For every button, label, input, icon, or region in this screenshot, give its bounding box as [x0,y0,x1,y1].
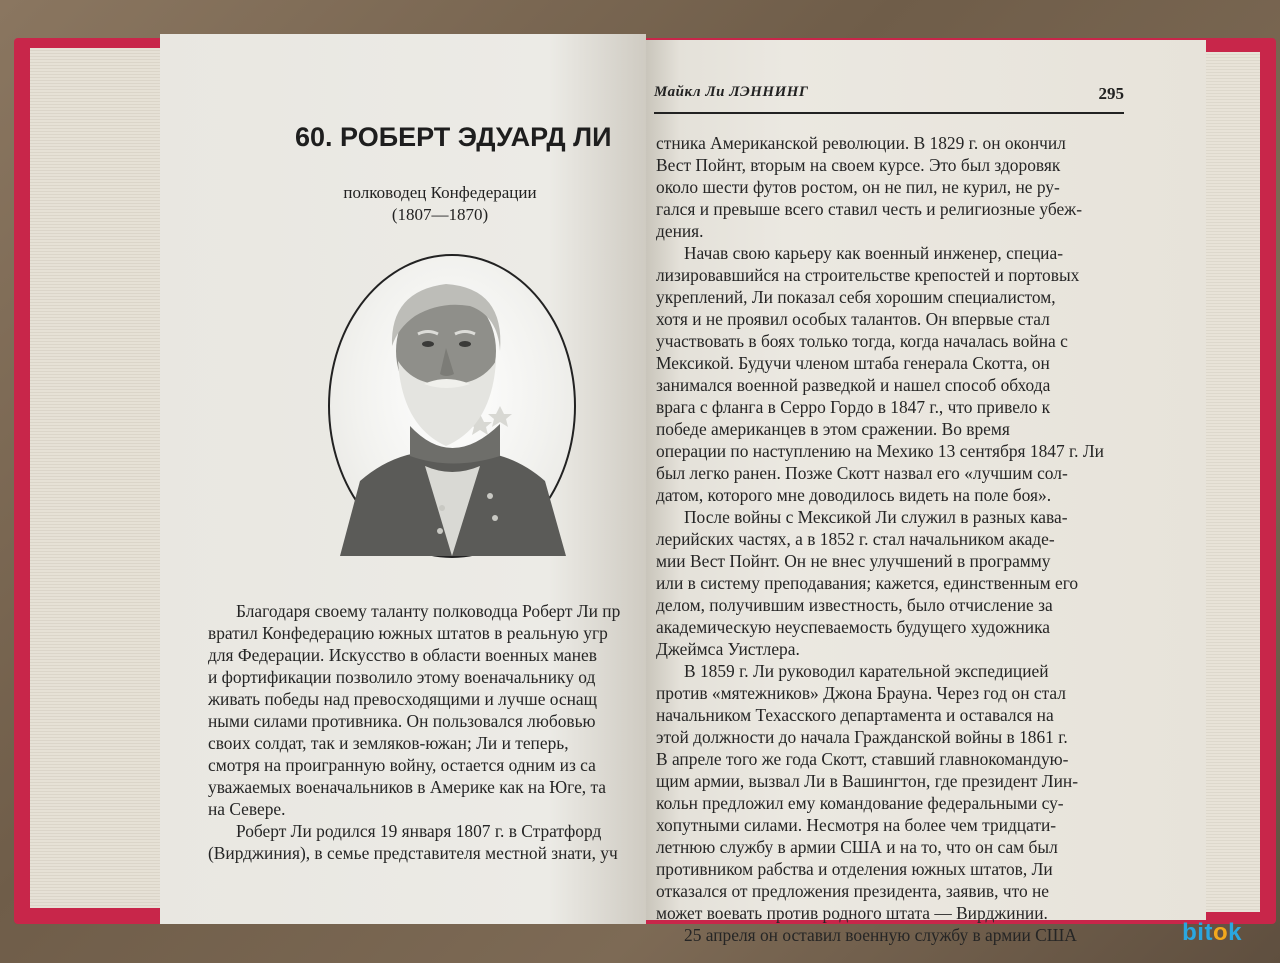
text-line: Благодаря своему таланту полководца Роберт Ли пр [236,601,621,621]
text-line: Вест Пойнт, вторым на своем курсе. Это был здоровяк [656,155,1061,175]
text-line: датом, которого мне доводилось видеть на поле боя». [656,485,1052,505]
watermark-text-end: k [1228,919,1242,946]
text-line: 25 апреля он оставил военную службу в армии США [684,925,1077,945]
text-line: кольн предложил ему командование федеральными су- [656,793,1064,813]
right-body-text [656,132,1131,946]
left-page [160,34,646,924]
text-line: щим армии, вызвал Ли в Вашингтон, где президент Лин- [656,771,1079,791]
running-head-author: Майкл Ли ЛЭННИНГ [654,84,809,100]
text-line: Мексикой. Будучи членом штаба генерала Скотта, он [656,353,1050,373]
text-line: и фортификации позволило этому военачальнику од [208,667,596,687]
text-line: Начав свою карьеру как военный инженер, специа- [684,243,1063,263]
watermark-text-o: o [1212,919,1229,946]
text-line: вратил Конфедерацию южных штатов в реальную угр [208,623,608,643]
text-line: отказался от предложения президента, заявив, что не [656,881,1050,901]
text-line: или в систему преподавания; кажется, единственным его [656,573,1079,593]
text-line: начальником Техасского департамента и оставался на [656,705,1054,725]
chapter-subtitle [320,182,560,226]
text-line: дения. [656,221,704,241]
page-stack-left [30,48,170,908]
text-line: может воевать против родного штата — Вирджинии. [656,903,1048,923]
text-line: летнюю службу в армии США и на то, что он сам был [656,837,1058,857]
text-line: против «мятежников» Джона Брауна. Через год он стал [656,683,1066,703]
text-line: победе американцев в этом сражении. Во время [656,419,1010,439]
text-line: Джеймса Уистлера. [656,639,800,659]
subtitle-role: полководец Конфедерации [343,183,537,202]
text-line: был легко ранен. Позже Скотт назвал его «лучшим сол- [656,463,1068,483]
portrait-image [328,254,576,558]
text-line: делом, получившим известность, было отчисление за [656,595,1053,615]
text-line: академическую неуспеваемость будущего художника [656,617,1050,637]
chapter-title: 60. РОБЕРТ ЭДУАРД ЛИ [295,122,612,152]
watermark-logo [1182,919,1242,947]
text-line: стника Американской революции. В 1829 г. он окончил [656,133,1066,153]
text-line: противником рабства и отделения южных штатов, Ли [656,859,1053,879]
text-line: В 1859 г. Ли руководил карательной экспедицией [684,661,1049,681]
text-line: хопутными силами. Несмотря на более чем тридцати- [656,815,1057,835]
text-line: укреплений, Ли показал себя хорошим специалистом, [656,287,1056,307]
text-line: хотя и не проявил особых талантов. Он впервые стал [656,309,1050,329]
text-line: живать победы над превосходящими и лучше оснащ [208,689,598,709]
text-line: занимался военной разведкой и нашел способ обхода [656,375,1051,395]
text-line: своих солдат, так и земляков-южан; Ли и теперь, [208,733,569,753]
text-line: лерийских частях, а в 1852 г. стал начальником акаде- [656,529,1055,549]
text-line: этой должности до начала Гражданской войны в 1861 г. [656,727,1068,747]
subtitle-years: (1807—1870) [391,205,489,224]
text-line: участвовать в боях только тогда, когда началась война с [656,331,1068,351]
text-line: После войны с Мексикой Ли служил в разных кава- [684,507,1068,527]
text-line: (Вирджиния), в семье представителя местной знати, уч [208,843,618,863]
text-line: Роберт Ли родился 19 января 1807 г. в Стратфорд [236,821,602,841]
text-line: на Севере. [208,799,286,819]
text-line: лизировавшийся на строительстве крепостей и портовых [656,265,1080,285]
text-line: для Федерации. Искусство в области военных манев [208,645,597,665]
page-number: 295 [1098,84,1124,103]
watermark-text-start: bit [1182,919,1213,946]
text-line: врага с фланга в Серро Гордо в 1847 г., что привело к [656,397,1051,417]
page-stack-right [1200,52,1260,912]
text-line: около шести футов ростом, он не пил, не курил, не ру- [656,177,1060,197]
text-line: ными силами противника. Он пользовался любовью [208,711,596,731]
text-line: гался и превыше всего ставил честь и религиозные убеж- [656,199,1082,219]
text-line: операции по наступлению на Мехико 13 сентября 1847 г. Ли [656,441,1104,461]
text-line: смотря на проигранную войну, остается одним из са [208,755,596,775]
running-head [654,84,1124,114]
left-body-text [208,600,653,864]
text-line: В апреле того же года Скотт, ставший главнокомандую- [656,749,1069,769]
text-line: уважаемых военачальников в Америке как на Юге, та [208,777,607,797]
text-line: мии Вест Пойнт. Он не внес улучшений в программу [656,551,1051,571]
portrait-illustration [330,256,574,556]
